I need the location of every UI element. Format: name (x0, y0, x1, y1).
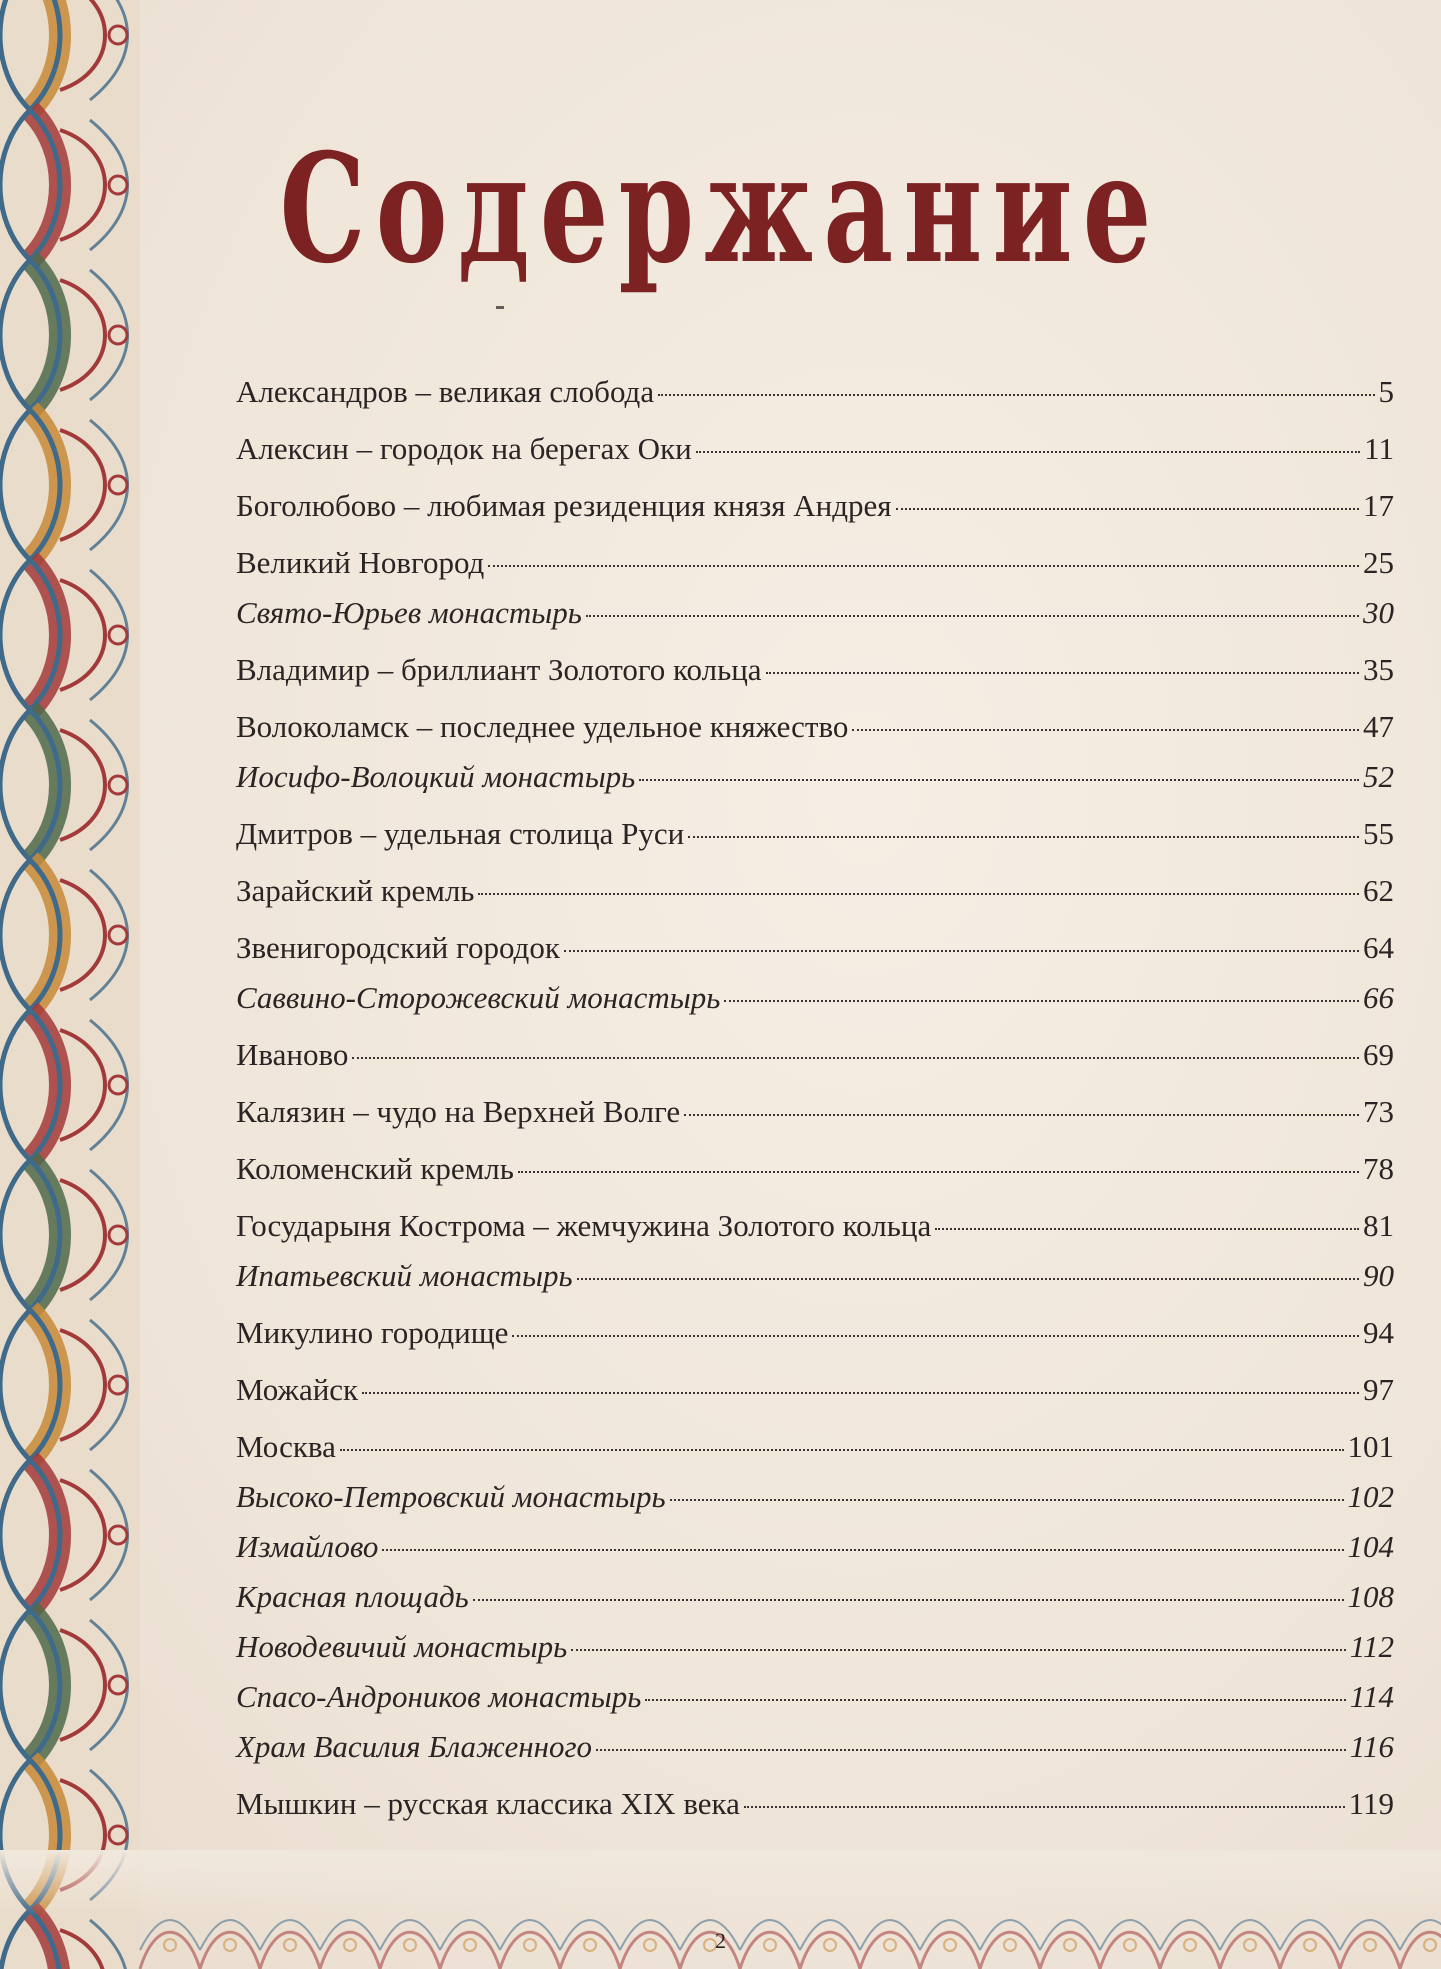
toc-page-number: 52 (1363, 759, 1394, 794)
toc-entry (236, 707, 1394, 757)
dot-leader (512, 1335, 1359, 1337)
table-of-contents (236, 372, 1394, 1841)
toc-page-number: 102 (1347, 1479, 1394, 1514)
toc-page-number: 69 (1363, 1037, 1394, 1072)
dot-leader (488, 565, 1359, 567)
toc-entry-title: Красная площадь (236, 1579, 469, 1614)
dot-leader (577, 1278, 1359, 1280)
toc-entry (236, 1149, 1394, 1206)
dot-leader (564, 950, 1359, 952)
dot-leader (382, 1549, 1343, 1551)
toc-entry-title: Волоколамск – последнее удельное княжество (236, 709, 849, 744)
toc-page-number: 62 (1363, 873, 1394, 908)
toc-entry-title: Спасо-Андроников монастырь (236, 1679, 642, 1714)
toc-entry-title: Свято-Юрьев монастырь (236, 595, 582, 630)
toc-entry-title: Можайск (236, 1372, 359, 1407)
toc-page-number: 66 (1363, 980, 1394, 1015)
toc-entry-title: Дмитров – удельная столица Руси (236, 816, 685, 851)
toc-page-number: 78 (1363, 1151, 1394, 1186)
dot-leader (586, 615, 1359, 617)
toc-entry (236, 543, 1394, 593)
toc-entry (236, 814, 1394, 871)
toc-page-number: 11 (1364, 431, 1394, 466)
toc-page-number: 5 (1378, 374, 1394, 409)
toc-page-number: 116 (1349, 1729, 1394, 1764)
dot-leader (724, 1000, 1359, 1002)
toc-page-number: 90 (1363, 1258, 1394, 1293)
toc-entry-title: Калязин – чудо на Верхней Волге (236, 1094, 681, 1129)
page-title: Содержание (279, 120, 1162, 297)
dot-leader (852, 729, 1359, 731)
toc-entry (236, 1313, 1394, 1370)
toc-page-number: 101 (1347, 1429, 1394, 1464)
toc-subentry (236, 1477, 1394, 1527)
toc-subentry (236, 978, 1394, 1035)
toc-subentry (236, 757, 1394, 814)
ornamental-border-left (0, 0, 140, 1969)
toc-entry (236, 1370, 1394, 1427)
toc-page-number: 35 (1363, 652, 1394, 687)
toc-page-number: 112 (1349, 1629, 1394, 1664)
dot-leader (658, 394, 1374, 396)
toc-page-number: 119 (1348, 1786, 1394, 1821)
toc-entry-title: Микулино городище (236, 1315, 509, 1350)
toc-entry (236, 871, 1394, 928)
toc-entry-title: Измайлово (236, 1529, 379, 1564)
toc-subentry (236, 1627, 1394, 1677)
dot-leader (518, 1171, 1359, 1173)
toc-entry-title: Мышкин – русская классика XIX века (236, 1786, 740, 1821)
toc-entry-title: Алексин – городок на берегах Оки (236, 431, 692, 466)
dot-leader (478, 893, 1359, 895)
toc-subentry (236, 1727, 1394, 1784)
toc-entry-title: Владимир – бриллиант Золотого кольца (236, 652, 762, 687)
toc-entry-title: Ипатьевский монастырь (236, 1258, 573, 1293)
dot-leader (744, 1806, 1345, 1808)
toc-entry-title: Великий Новгород (236, 545, 485, 580)
toc-entry-title: Коломенский кремль (236, 1151, 514, 1186)
dot-leader (645, 1699, 1345, 1701)
dot-leader (688, 836, 1359, 838)
toc-entry (236, 486, 1394, 543)
dot-leader (670, 1499, 1344, 1501)
toc-entry (236, 928, 1394, 978)
toc-entry (236, 1035, 1394, 1092)
toc-page-number: 97 (1363, 1372, 1394, 1407)
dot-leader (473, 1599, 1344, 1601)
toc-entry-title: Боголюбово – любимая резиденция князя Андрея (236, 488, 892, 523)
toc-page-number: 108 (1347, 1579, 1394, 1614)
toc-entry-title: Иваново (236, 1037, 349, 1072)
toc-entry (236, 650, 1394, 707)
toc-entry-title: Александров – великая слобода (236, 374, 655, 409)
page-mark (496, 306, 504, 309)
toc-entry-title: Звенигородский городок (236, 930, 560, 965)
toc-subentry (236, 1256, 1394, 1313)
toc-subentry (236, 593, 1394, 650)
toc-page-number: 17 (1363, 488, 1394, 523)
dot-leader (639, 779, 1359, 781)
toc-entry (236, 429, 1394, 486)
toc-entry-title: Зарайский кремль (236, 873, 475, 908)
dot-leader (571, 1649, 1346, 1651)
toc-subentry (236, 1577, 1394, 1627)
toc-entry (236, 1427, 1394, 1477)
dot-leader (684, 1114, 1359, 1116)
toc-entry-title: Государыня Кострома – жемчужина Золотого кольца (236, 1208, 932, 1243)
toc-page-number: 114 (1349, 1679, 1394, 1714)
toc-page-number: 81 (1363, 1208, 1394, 1243)
toc-page-number: 30 (1363, 595, 1394, 630)
dot-leader (696, 451, 1360, 453)
toc-page-number: 64 (1363, 930, 1394, 965)
dot-leader (340, 1449, 1344, 1451)
dot-leader (362, 1392, 1359, 1394)
toc-page-number: 104 (1347, 1529, 1394, 1564)
toc-page-number: 55 (1363, 816, 1394, 851)
toc-page-number: 94 (1363, 1315, 1394, 1350)
toc-entry-title: Новодевичий монастырь (236, 1629, 568, 1664)
dot-leader (896, 508, 1359, 510)
toc-entry-title: Высоко-Петровский монастырь (236, 1479, 666, 1514)
dot-leader (766, 672, 1359, 674)
toc-entry-title: Храм Василия Блаженного (236, 1729, 593, 1764)
toc-entry-title: Саввино-Сторожевский монастырь (236, 980, 721, 1015)
toc-entry (236, 1206, 1394, 1256)
toc-entry (236, 372, 1394, 429)
toc-entry (236, 1092, 1394, 1149)
dot-leader (935, 1228, 1359, 1230)
dot-leader (352, 1057, 1359, 1059)
toc-page-number: 73 (1363, 1094, 1394, 1129)
toc-entry-title: Москва (236, 1429, 336, 1464)
dot-leader (596, 1749, 1346, 1751)
toc-subentry (236, 1527, 1394, 1577)
toc-page-number: 47 (1363, 709, 1394, 744)
toc-subentry (236, 1677, 1394, 1727)
toc-entry (236, 1784, 1394, 1841)
page-number: 2 (715, 1928, 726, 1953)
toc-page-number: 25 (1363, 545, 1394, 580)
toc-entry-title: Иосифо-Волоцкий монастырь (236, 759, 636, 794)
